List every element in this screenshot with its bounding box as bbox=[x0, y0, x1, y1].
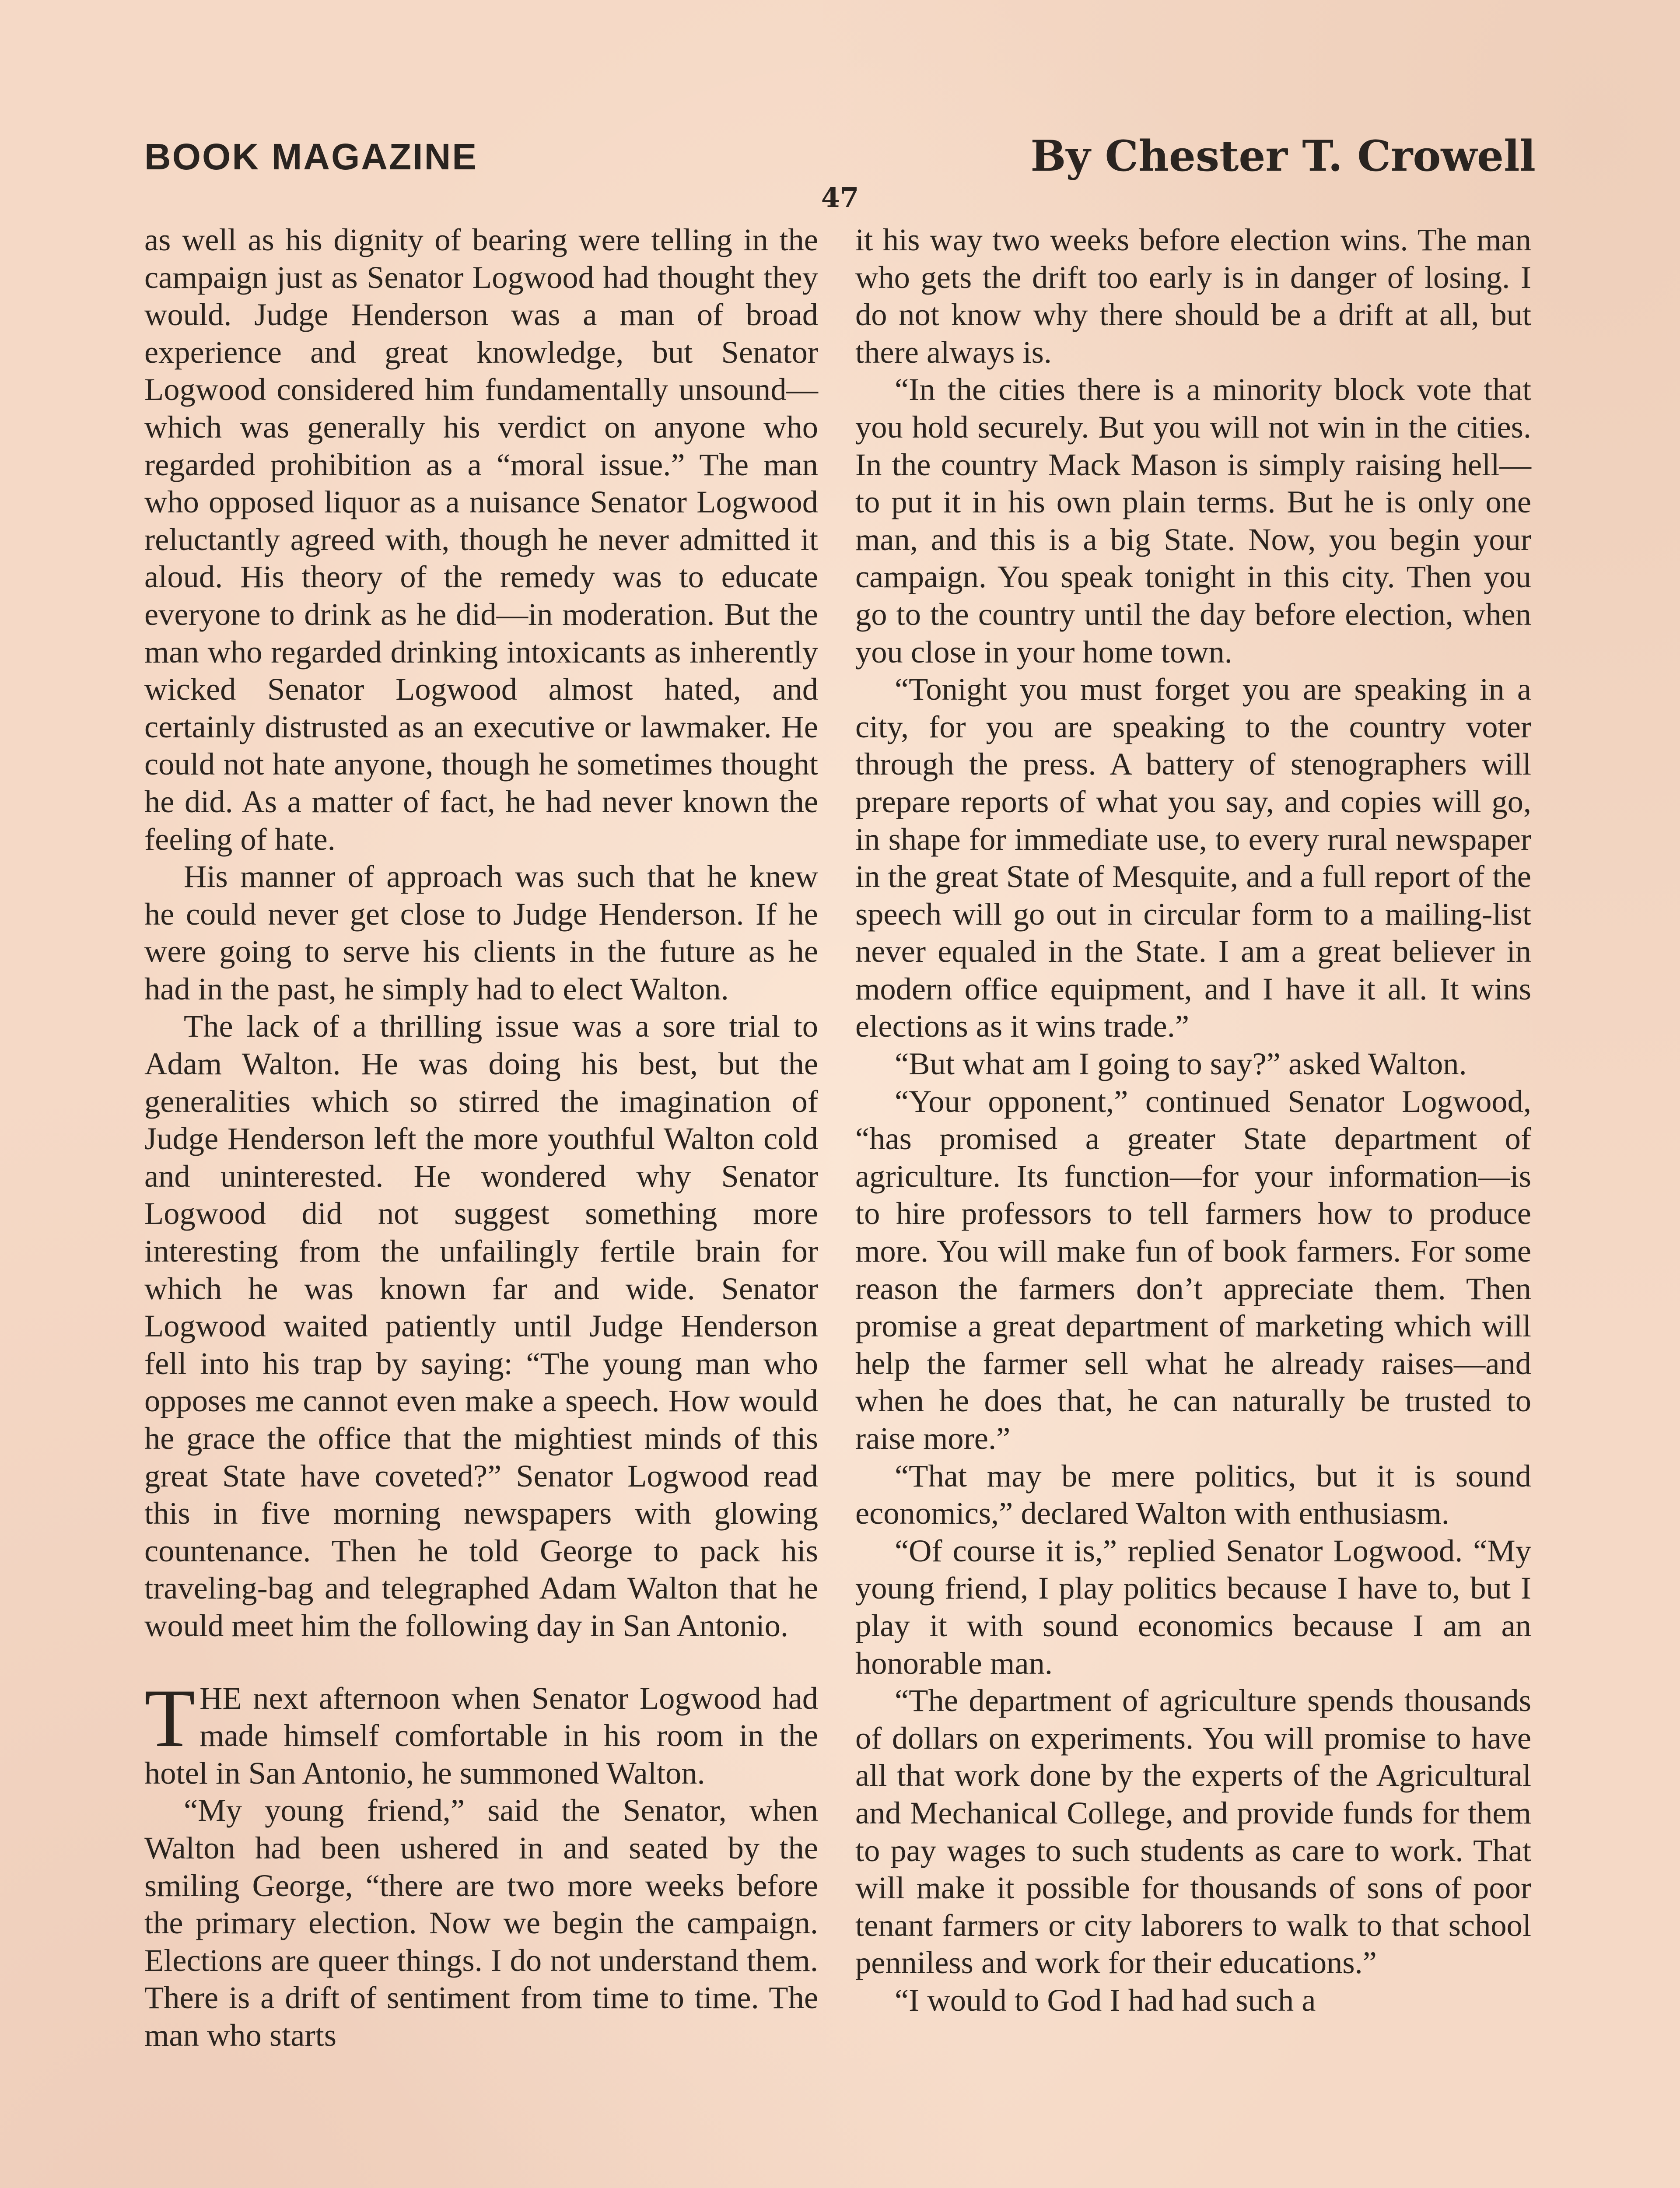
paragraph: as well as his dignity of bearing were telling in the campaign just as Senator Logwood had thought they would. Judge Henderson was a man of broad experience and great knowledge, but Senator Logwood considered him fundamentally unsound—which was generally his verdict on anyone who regarded prohibition as a “moral issue.” The man who opposed liquor as a nuisance Senator Logwood reluctantly agreed with, though he never admitted it aloud. His theory of the remedy was to educate everyone to drink as he did—in moderation. But the man who regarded drinking intoxicants as inherently wicked Senator Logwood almost hated, and certainly distrusted as an executive or lawmaker. He could not hate anyone, though he sometimes thought he did. As a matter of fact, he had never known the feeling of hate. bbox=[144, 222, 818, 857]
author-byline: By Chester T. Crowell bbox=[1030, 131, 1536, 181]
paragraph: “I would to God I had had such a bbox=[895, 1982, 1316, 2018]
page-number: 47 bbox=[821, 182, 859, 214]
section-opening-paragraph bbox=[144, 1672, 818, 1792]
running-header bbox=[144, 127, 1536, 188]
drop-cap: T bbox=[144, 1672, 196, 1764]
paragraph: it his way two weeks before election wins. The man who gets the drift too early is in danger of losing. I do not know why there should be a drift at all, but there always is. bbox=[855, 222, 1531, 370]
paragraph: “But what am I going to say?” asked Walton. bbox=[895, 1046, 1467, 1082]
paragraph: “Tonight you must forget you are speaking in a city, for you are speaking to the country voter through the press. A battery of stenographers will prepare reports of what you say, and copies will go, in shape for immediate use, to every rural newspaper in the great State of Mesquite, and a full report of the speech will go out in circular form to a mailing-list never equaled in the State. I am a great believer in modern office equipment, and I have it all. It wins elections as it wins trade.” bbox=[855, 671, 1531, 1044]
paragraph-text: HE next afternoon when Senator Logwood had made himself comfortable in his room in the hotel in San Antonio, he summoned Walton. bbox=[144, 1680, 818, 1791]
paragraph: “In the cities there is a minority block vote that you hold securely. But you will not win in the cities. In the country Mack Mason is simply raising hell—to put it in his own plain terms. But he is only one man, and this is a big State. Now, you begin your campaign. You speak tonight in this city. Then you go to the country until the day before election, when you close in your home town. bbox=[855, 372, 1531, 670]
paragraph: The lack of a thrilling issue was a sore trial to Adam Walton. He was doing his best, but the generalities which so stirred the imagination of Judge Henderson left the more youthful Walton cold and uninterested. He wondered why Senator Logwood did not suggest something more interesting from the unfailingly fertile brain for which he was known far and wide. Senator Logwood waited patiently until Judge Henderson fell into his trap by saying: “The young man who opposes me cannot even make a speech. How would he grace the office that the mightiest minds of this great State have coveted?” Senator Logwood read this in five morning newspapers with glowing countenance. Then he told George to pack his traveling-bag and telegraphed Adam Walton that he would meet him the following day in San Antonio. bbox=[144, 1008, 818, 1643]
left-column bbox=[144, 221, 818, 2054]
right-column bbox=[855, 221, 1531, 2019]
paragraph: “My young friend,” said the Senator, when Walton had been ushered in and seated by the smiling George, “there are two more weeks before the primary election. Now we begin the campaign. Elections are queer things. I do not understand them. There is a drift of sentiment from time to time. The man who starts bbox=[144, 1792, 818, 2053]
paragraph: “The department of agriculture spends thousands of dollars on experiments. You will promise to have all that work done by the experts of the Agricultural and Mechanical College, and provide funds for them to pay wages to such students as care to work. That will make it possible for thousands of sons of poor tenant farmers or city laborers to walk to that school penniless and work for their educations.” bbox=[855, 1683, 1531, 1981]
magazine-title: BOOK MAGAZINE bbox=[144, 136, 478, 177]
paragraph: “Of course it is,” replied Senator Logwood. “My young friend, I play politics because I have to, but I play it with sound economics because I am an honorable man. bbox=[855, 1532, 1531, 1681]
paragraph: “Your opponent,” continued Senator Logwood, “has promised a greater State department of agriculture. Its function—for your information—is to hire professors to tell farmers how to produce more. You will make fun of book farmers. For some reason the farmers don’t appreciate them. Then promise a great department of marketing which will help the farmer sell what he already raises—and when he does that, he can naturally be trusted to raise more.” bbox=[855, 1083, 1531, 1456]
paragraph: His manner of approach was such that he knew he could never get close to Judge Henderson. If he were going to serve his clients in the future as he had in the past, he simply had to elect Walton. bbox=[144, 859, 818, 1006]
paragraph: “That may be mere politics, but it is sound economics,” declared Walton with enthusiasm. bbox=[855, 1458, 1531, 1531]
